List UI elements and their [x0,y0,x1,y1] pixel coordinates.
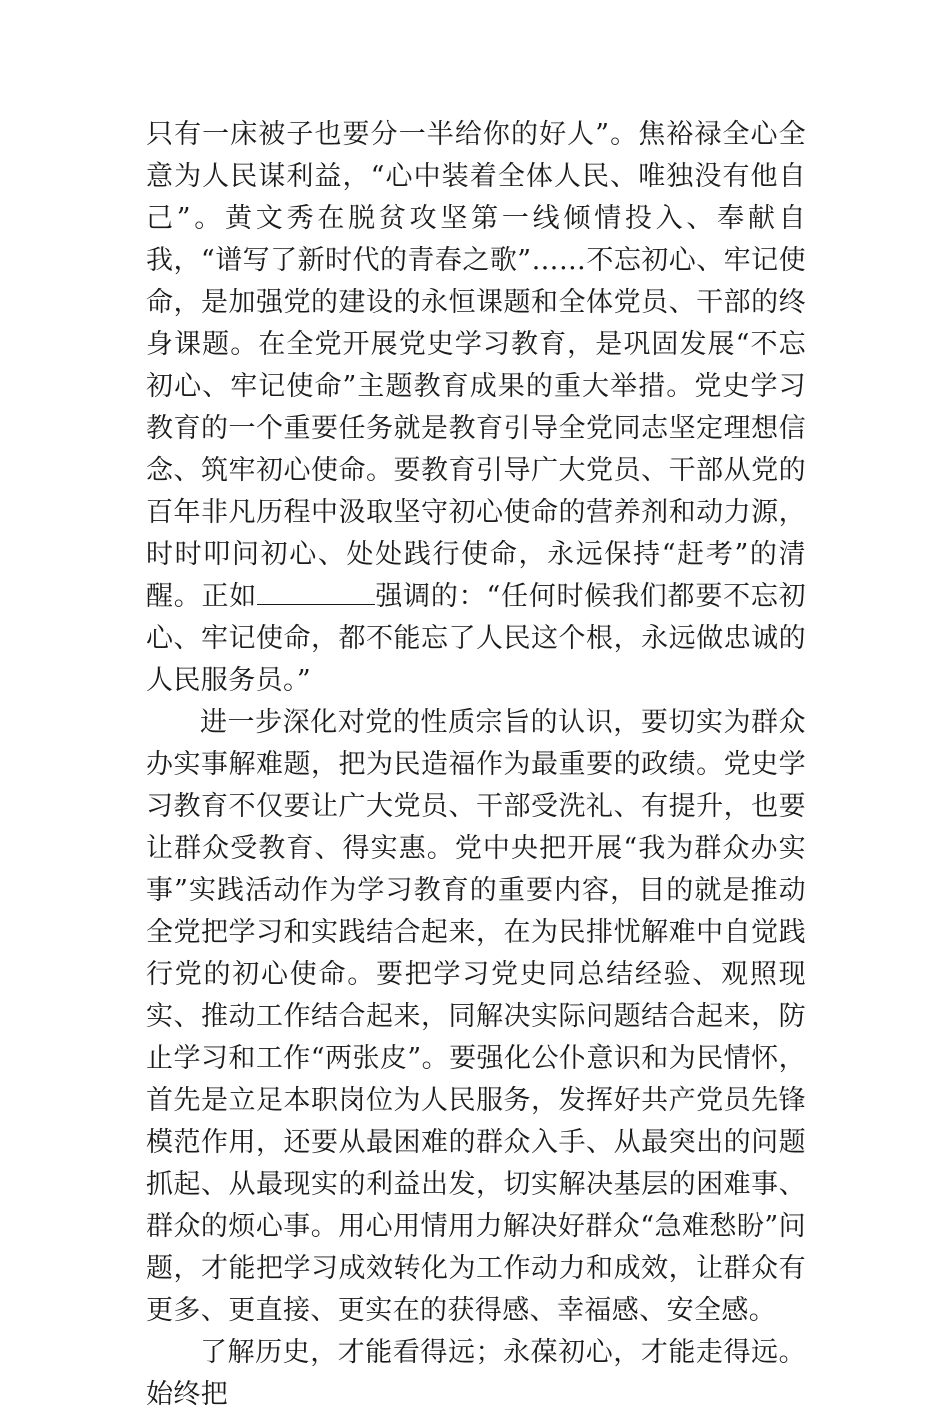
body-text [146,114,806,1416]
fill-in-blank [257,580,375,605]
paragraph-1-text-part-1: 只有一床被子也要分一半给你的好人”。焦裕禄全心全意为人民谋利益，“心中装着全体人民、唯独没有他自己”。黄文秀在脱贫攻坚第一线倾情投入、奉献自我，“谱写了新时代的青春之歌”……不忘初心、牢记使命，是加强党的建设的永恒课题和全体党员、干部的终身课题。在全党开展党史学习教育，是巩固发展“不忘初心、牢记使命”主题教育成果的重大举措。党史学习教育的一个重要任务就是教育引导全党同志坚定理想信念、筑牢初心使命。要教育引导广大党员、干部从党的百年非凡历程中汲取坚守初心使命的营养剂和动力源，时时叩问初心、处处践行使命，永远保持“赶考”的清醒。正如 [146,119,806,612]
paragraph-2: 进一步深化对党的性质宗旨的认识，要切实为群众办实事解难题，把为民造福作为最重要的政绩。党史学习教育不仅要让广大党员、干部受洗礼、有提升，也要让群众受教育、得实惠。党中央把开展“我为群众办实事”实践活动作为学习教育的重要内容，目的就是推动全党把学习和实践结合起来，在为民排忧解难中自觉践行党的初心使命。要把学习党史同总结经验、观照现实、推动工作结合起来，同解决实际问题结合起来，防止学习和工作“两张皮”。要强化公仆意识和为民情怀，首先是立足本职岗位为人民服务，发挥好共产党员先锋模范作用，还要从最困难的群众入手、从最突出的问题抓起、从最现实的利益出发，切实解决基层的困难事、群众的烦心事。用心用情用力解决好群众“急难愁盼”问题，才能把学习成效转化为工作动力和成效，让群众有更多、更直接、更实在的获得感、幸福感、安全感。 [146,707,806,1326]
paragraph-1 [146,114,806,702]
paragraph-3: 了解历史，才能看得远；永葆初心，才能走得远。始终把 [146,1337,806,1410]
paragraph-1-text-part-2: 强调的：“任何时候我们都要不忘初心、牢记使命，都不能忘了人民这个根，永远做忠诚的人民服务员。” [146,581,806,696]
